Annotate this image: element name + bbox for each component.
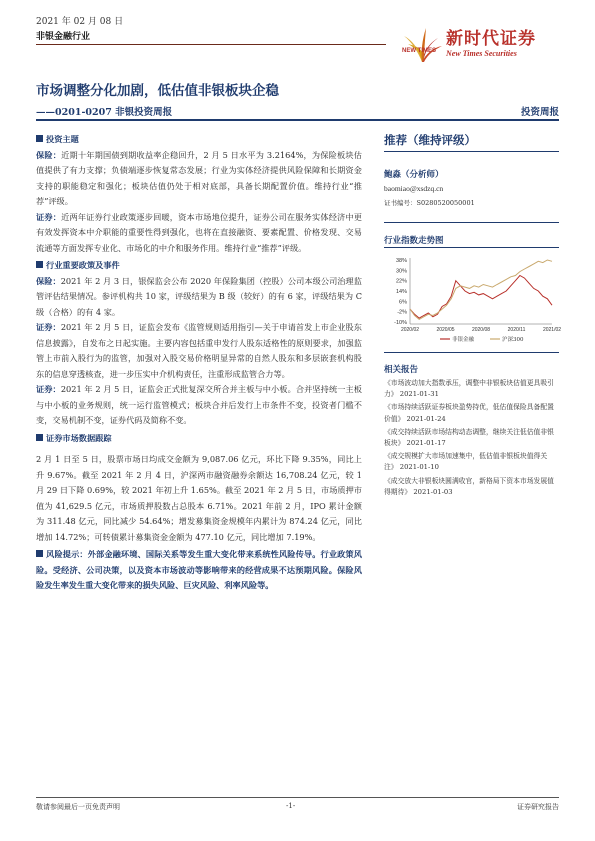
body-paragraph: 证券：近两年证券行业政策逐步回暖，资本市场地位提升，证券公司在服务实体经济中更有效发挥资本中介职能的重要性得到强化，也将在直接融资、要素配置、价格发现、交易流通等方面发挥专业化、市场化的中介和服务作用。维持行业“推荐”评级。: [36, 211, 362, 253]
analyst-rule: [384, 222, 559, 223]
square-bullet-icon: [36, 434, 43, 441]
header-divider: [36, 44, 386, 45]
analyst-cert: 证书编号：S0280520050001: [384, 199, 475, 207]
footer-rule: [36, 797, 559, 798]
square-bullet-icon: [36, 550, 43, 557]
related-report-item[interactable]: [384, 402, 556, 424]
related-report-title: 《成交放大非银板块圆满收官，新格局下资本市场发展值得期待》: [384, 476, 554, 496]
related-report-title: 《成交持续活跃市场结构动态调整，继续关注低估值非银板块》: [384, 427, 554, 448]
section-heading: 证券市场数据跟踪: [36, 431, 362, 447]
report-title: 市场调整分化加剧，低估值非银板块企稳: [36, 83, 279, 99]
series-line-非银金融: [410, 276, 552, 319]
main-column: [36, 132, 362, 594]
body-paragraph: 保险：近期十年期国债到期收益率企稳回升，2 月 5 日水平为 3.2164%，为保险板块估值提供了有力支撑；负债端逐步恢复常态发展；行业为实体经济提供风险保障和长期资金支持的职能稳定和强化；板块估值仍处于相对底部，具备长期配置价值。维持行业“推荐”评级。: [36, 149, 362, 206]
y-tick-label: 38%: [395, 258, 407, 264]
chart-title-rule: [384, 247, 559, 248]
series-line-沪深300: [410, 260, 552, 319]
analyst-name: 鲍淼（分析师）: [384, 170, 444, 180]
chart-bottom-rule: [384, 352, 559, 353]
body-paragraph: 保险：2021 年 2 月 3 日，银保监会公布 2020 年保险集团（控股）公司本级公司治理监管评估结果情况。参评机构共 10 家，评级结果为 B 级（较好）的有 6 家，评级结果为 C 级（合格）的有 4 家。: [36, 275, 362, 317]
body-paragraph: 证券：2021 年 2 月 5 日，证监会正式批复深交所合并主板与中小板。合并坚持统一主板与中小板的业务规则，统一运行监管模式；板块合并后发行上市条件不变，投资者门槛不变，交易机制不变，证券代码及简称不变。: [36, 384, 362, 425]
chart-title: 行业指数走势图: [384, 236, 444, 246]
index-trend-chart: [384, 252, 562, 349]
square-bullet-icon: [36, 135, 43, 142]
x-tick-label: 2021/02: [542, 327, 562, 333]
rating-rule: [384, 151, 559, 152]
report-date: 2021 年 02 月 08 日: [36, 17, 124, 27]
x-tick-label: 2020/08: [471, 327, 491, 333]
y-tick-label: -10%: [394, 320, 407, 326]
y-tick-label: 22%: [395, 278, 407, 285]
legend-label: 非银金融: [452, 337, 475, 343]
related-report-item[interactable]: [384, 427, 556, 449]
y-tick-label: 14%: [395, 289, 407, 295]
section-heading: 投资主题: [36, 132, 362, 148]
related-report-date: 2021-01-17: [404, 439, 446, 448]
analyst-email[interactable]: baomiao@xsdzq.cn: [384, 184, 444, 193]
brand-name-cn: 新时代证券: [446, 29, 536, 49]
title-rule: [36, 119, 559, 121]
related-report-title: 《成交规模扩大市场加速集中，低估值非银板块值得关注》: [384, 452, 548, 472]
footer-disclaimer[interactable]: 敬请参阅最后一页免责声明: [36, 803, 120, 811]
y-tick-label: -2%: [397, 309, 407, 316]
related-report-item[interactable]: [384, 378, 556, 400]
section-heading: 行业重要政策及事件: [36, 258, 362, 274]
risk-warning: 风险提示：外部金融环境、国际关系等发生重大变化带来系统性风险传导。行业政策风险。受经济、公司决策，以及资本市场波动等影响带来的经营成果不达预期风险。保险风险发生率发生重大变化带来的损失风险、巨灾风险、利率风险等。: [36, 549, 362, 590]
brand-name-en: New Times Securities: [446, 49, 517, 58]
logo-mark-icon: [398, 18, 446, 66]
related-report-date: 2021-01-31: [397, 390, 439, 399]
legend-label: 沪深300: [502, 337, 524, 343]
related-report-item[interactable]: [384, 451, 556, 473]
chart-canvas: [384, 252, 562, 349]
industry-label: 非银金融行业: [36, 32, 91, 42]
report-type-label: 投资周报: [520, 107, 559, 118]
related-reports-list: [384, 378, 556, 500]
related-report-item[interactable]: [384, 476, 556, 498]
report-subtitle: ——0201-0207 非银投资周报: [36, 107, 173, 118]
related-report-date: 2021-01-03: [411, 487, 453, 496]
body-paragraph: 证券：2021 年 2 月 5 日，证监会发布《监管规则适用指引—关于申请首发上市企业股东信息披露》，自发布之日起实施。主要内容包括重申发行人股东适格性的原则要求，加强监管上市前入股行为的监管，加强对入股交易价格明显异常的自然人股东和多层嵌套机构股东的信息穿透核查，进一步压实中介机构责任，注重形成监管合力等。: [36, 322, 362, 379]
rating-label: 推荐（维持评级）: [384, 133, 476, 147]
related-report-title: 《市场持续活跃证券板块盈势持优，低估值保险具备配置价值》: [384, 403, 554, 423]
x-tick-label: 2020/02: [400, 327, 420, 333]
logo-mark-text: NEW TIMES: [402, 48, 436, 54]
x-tick-label: 2020/11: [507, 327, 526, 333]
square-bullet-icon: [36, 261, 43, 268]
body-paragraph: 2 月 1 日至 5 日，股票市场日均成交金额为 9,087.06 亿元，环比下降 9.35%，同比上升 9.67%。截至 2021 年 2 月 4 日，沪深两市融资融券余额达 16,708.24 亿元，较 1 月 29 日下降 0.69%，较 2021 年初上升 1.65%。截至 2021 年 2 月 5 日，市场质押市值为 41,629.5 亿元，市场质押股数占总股本 6.71%。2021 年前 2 月，IPO 累计金额为 311.48 亿元，同比减少 54.64%；增发募集资金规模年内累计为 874.24 亿元，同比增加 14.72%；可转债累计募集资金金额为 477.10 亿元，同比增加 7.19%。: [36, 454, 362, 542]
x-tick-label: 2020/05: [436, 327, 455, 333]
related-report-date: 2021-01-24: [404, 414, 446, 423]
page-number: -1-: [286, 802, 296, 810]
footer-report-type: 证券研究报告: [517, 803, 559, 811]
y-tick-label: 6%: [399, 299, 407, 306]
related-report-date: 2021-01-10: [397, 463, 439, 472]
related-reports-title: 相关报告: [384, 365, 419, 375]
brand-logo: [398, 18, 558, 70]
related-report-title: 《市场波动加大指数承压，调整中非银板块估值更具吸引力》: [384, 379, 554, 399]
y-tick-label: 30%: [395, 268, 407, 275]
